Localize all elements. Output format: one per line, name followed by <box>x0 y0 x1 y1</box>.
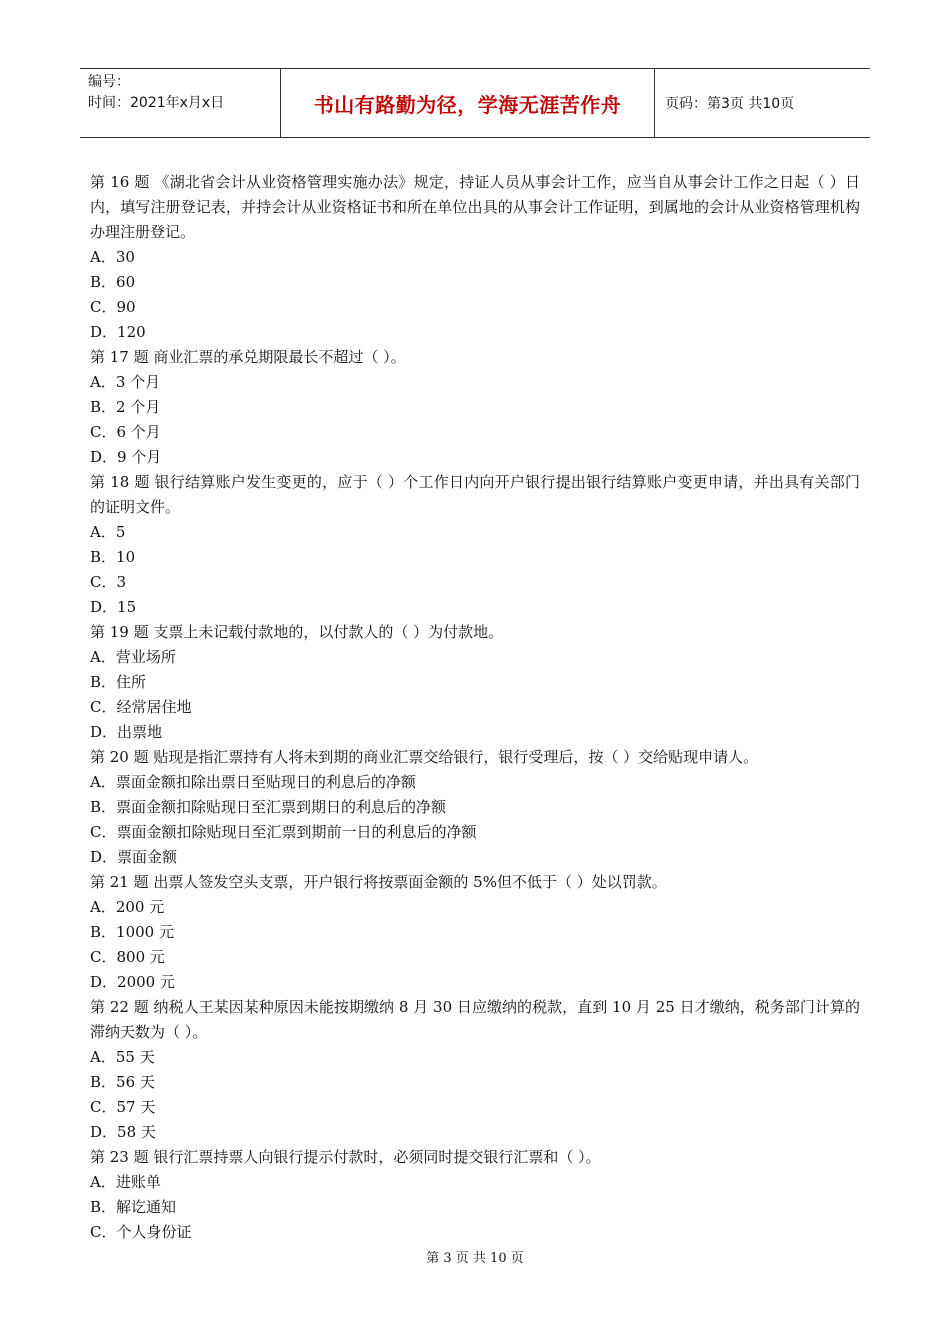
question-text: 第 20 题 贴现是指汇票持有人将未到期的商业汇票交给银行，银行受理后，按（ ）交给贴现申请人。 <box>90 748 759 766</box>
answer-option: C．800 元 <box>90 948 165 966</box>
answer-option: A．5 <box>90 523 126 541</box>
question-list <box>90 170 860 1245</box>
header-motto: 书山有路勤为径，学海无涯苦作舟 <box>313 92 622 117</box>
document-date-label: 时间：2021年x月x日 <box>88 95 225 111</box>
question-text: 第 21 题 出票人签发空头支票，开户银行将按票面金额的 5%但不低于（ ）处以罚款。 <box>90 873 667 891</box>
answer-option: C．经常居住地 <box>90 698 192 716</box>
page-footer: 第 3 页 共 10 页 <box>426 1251 524 1266</box>
header-motto-cell <box>281 69 655 137</box>
answer-option: A．200 元 <box>90 898 165 916</box>
answer-option: A．营业场所 <box>90 648 176 666</box>
answer-option: C．90 <box>90 298 136 316</box>
answer-option: B．票面金额扣除贴现日至汇票到期日的利息后的净额 <box>90 798 447 816</box>
document-header <box>80 68 870 138</box>
answer-option: D．58 天 <box>90 1123 156 1141</box>
question-text: 第 17 题 商业汇票的承兑期限最长不超过（ ）。 <box>90 348 406 366</box>
answer-option: D．2000 元 <box>90 973 175 991</box>
answer-option: D．出票地 <box>90 723 163 741</box>
question-text: 第 22 题 纳税人王某因某种原因未能按期缴纳 8 月 30 日应缴纳的税款，直到 10 月 25 日才缴纳，税务部门计算的滞纳天数为（ ）。 <box>90 998 860 1041</box>
answer-option: C．票面金额扣除贴现日至汇票到期前一日的利息后的净额 <box>90 823 477 841</box>
answer-option: D．120 <box>90 323 146 341</box>
answer-option: D．15 <box>90 598 137 616</box>
answer-option: C．个人身份证 <box>90 1223 192 1241</box>
document-number-label: 编号： <box>88 74 130 90</box>
header-page-info: 页码：第3页 共10页 <box>665 96 795 112</box>
answer-option: B．2 个月 <box>90 398 161 416</box>
question-text: 第 23 题 银行汇票持票人向银行提示付款时，必须同时提交银行汇票和（ ）。 <box>90 1148 601 1166</box>
answer-option: B．10 <box>90 548 136 566</box>
question-text: 第 16 题 《湖北省会计从业资格管理实施办法》规定，持证人员从事会计工作，应当自从事会计工作之日起（ ）日内，填写注册登记表，并持会计从业资格证书和所在单位出具的从事会计工作证明，到属地的会计从业资格管理机构办理注册登记。 <box>90 173 860 241</box>
answer-option: B．56 天 <box>90 1073 155 1091</box>
answer-option: B．60 <box>90 273 136 291</box>
header-page-cell <box>655 69 870 137</box>
answer-option: B．解讫通知 <box>90 1198 177 1216</box>
answer-option: A．55 天 <box>90 1048 155 1066</box>
header-meta <box>80 69 281 137</box>
answer-option: C．57 天 <box>90 1098 156 1116</box>
answer-option: B．住所 <box>90 673 147 691</box>
answer-option: A．票面金额扣除出票日至贴现日的利息后的净额 <box>90 773 416 791</box>
answer-option: A．30 <box>90 248 135 266</box>
answer-option: A．进账单 <box>90 1173 161 1191</box>
answer-option: A．3 个月 <box>90 373 161 391</box>
question-text: 第 19 题 支票上未记载付款地的，以付款人的（ ）为付款地。 <box>90 623 504 641</box>
answer-option: D．票面金额 <box>90 848 178 866</box>
answer-option: B．1000 元 <box>90 923 174 941</box>
answer-option: D．9 个月 <box>90 448 162 466</box>
answer-option: C．6 个月 <box>90 423 161 441</box>
question-text: 第 18 题 银行结算账户发生变更的，应于（ ）个工作日内向开户银行提出银行结算账户变更申请，并出具有关部门的证明文件。 <box>90 473 860 516</box>
answer-option: C．3 <box>90 573 127 591</box>
